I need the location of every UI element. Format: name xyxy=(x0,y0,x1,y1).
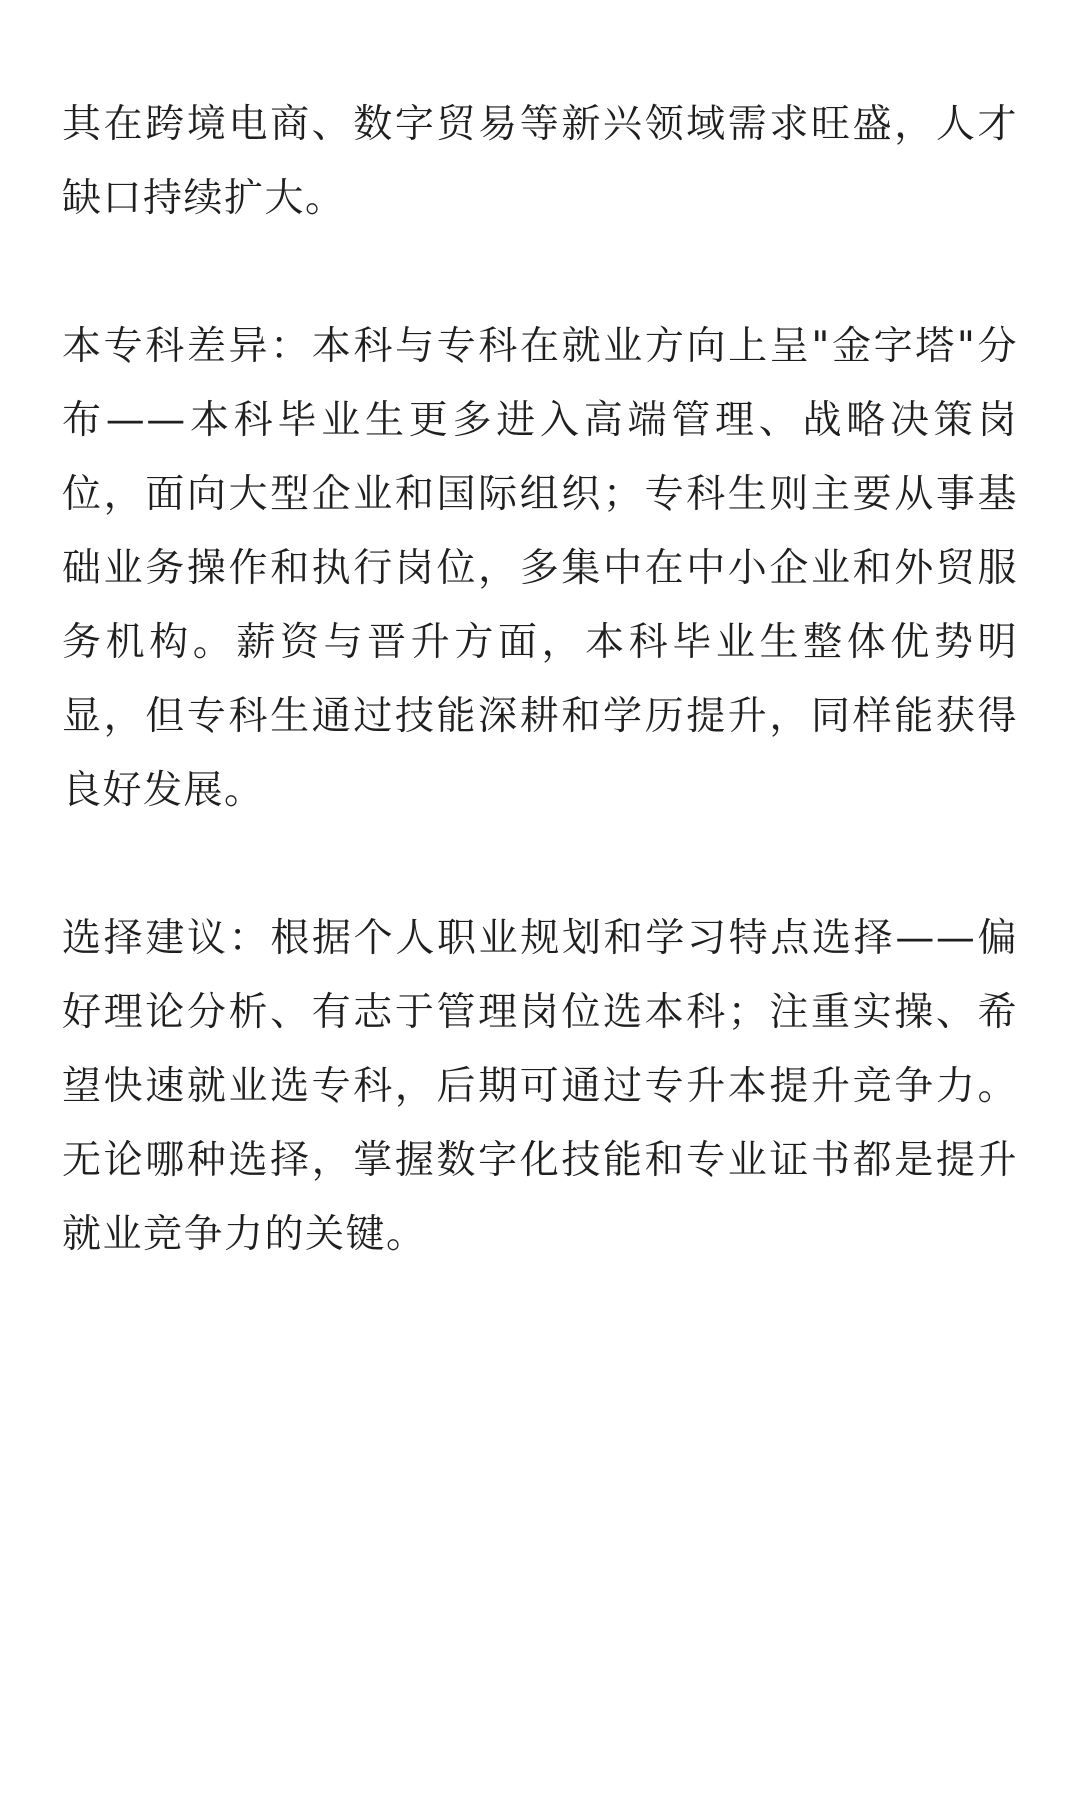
article-body xyxy=(62,88,1018,1272)
paragraph-selection-advice: 选择建议：根据个人职业规划和学习特点选择——偏好理论分析、有志于管理岗位选本科；注重实操、希望快速就业选专科，后期可通过专升本提升竞争力。无论哪种选择，掌握数字化技能和专业证书都是提升就业竞争力的关键。 xyxy=(62,916,1018,1257)
paragraph-talent-gap: 其在跨境电商、数字贸易等新兴领域需求旺盛，人才缺口持续扩大。 xyxy=(62,102,1018,221)
paragraph-degree-differences: 本专科差异：本科与专科在就业方向上呈"金字塔"分布——本科毕业生更多进入高端管理、战略决策岗位，面向大型企业和国际组织；专科生则主要从事基础业务操作和执行岗位，多集中在中小企业和外贸服务机构。薪资与晋升方面，本科毕业生整体优势明显，但专科生通过技能深耕和学历提升，同样能获得良好发展。 xyxy=(62,324,1018,813)
